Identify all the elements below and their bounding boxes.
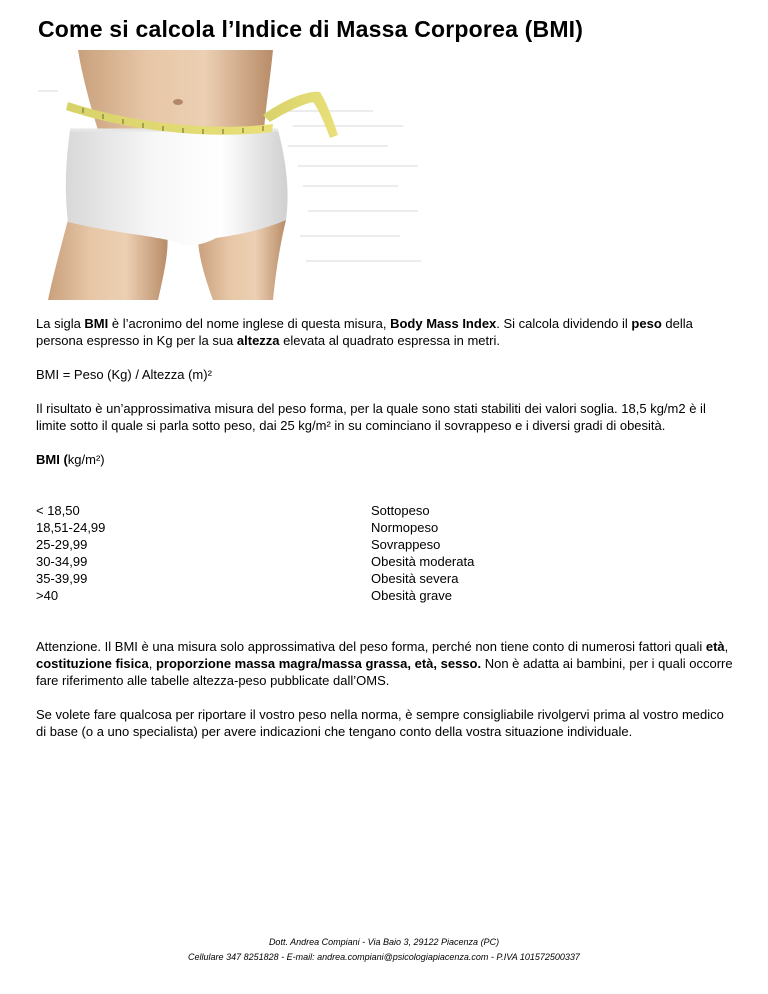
- table-row: [36, 587, 474, 604]
- warning-text: Non è adatta ai bambini, per i quali occorre fare riferimento alle tabelle altezza-peso pubblicate dall’OMS.: [36, 656, 733, 688]
- intro-bold-altezza: altezza: [236, 333, 280, 348]
- footer-contacts: Cellulare 347 8251828 - E-mail: andrea.compiani@psicologiapiacenza.com - P.IVA 101572500337: [188, 952, 580, 962]
- warning-bold-costituzione: costituzione fisica: [36, 656, 149, 671]
- bmi-range: 35-39,99: [36, 571, 88, 586]
- advice-paragraph: Se volete fare qualcosa per riportare il vostro peso nella norma, è sempre consigliabile rivolgervi prima al vostro medico di base (o a uno specialista) per avere indicazioni che tengano conto della vostra situazione individuale.: [36, 707, 724, 739]
- warning-paragraph: [36, 638, 736, 689]
- article-body: [36, 315, 736, 740]
- intro-text: della persona espresso in Kg per la sua: [36, 316, 693, 348]
- bmi-category: Obesità grave: [371, 588, 452, 603]
- warning-text: ,: [148, 656, 156, 671]
- page-footer: [0, 935, 768, 965]
- table-row: [36, 570, 474, 587]
- bmi-range: 30-34,99: [36, 554, 88, 569]
- bmi-category: Normopeso: [371, 520, 439, 535]
- bmi-category: Sottopeso: [371, 503, 430, 518]
- footer-address: Dott. Andrea Compiani - Via Baio 3, 29122 Piacenza (PC): [268, 937, 500, 947]
- result-paragraph: Il risultato è un’approssimativa misura del peso forma, per la quale sono stati stabiliti dei valori soglia. 18,5 kg/m2 è il limite sotto il quale si parla sotto peso, dai 25 kg/m² in su cominciano il sovrappeso e i diversi gradi di obesità.: [36, 401, 706, 433]
- intro-paragraph: [36, 315, 736, 349]
- bmi-heading-bold: BMI (: [36, 452, 68, 467]
- intro-bold-bmi: BMI: [84, 316, 109, 331]
- warning-bold-eta: età: [705, 639, 725, 654]
- intro-text: è l’acronimo del nome inglese di questa misura,: [108, 316, 391, 331]
- bmi-category: Obesità severa: [371, 571, 459, 586]
- hero-photo-measuring-tape: [38, 50, 442, 300]
- intro-text: La sigla: [36, 316, 85, 331]
- table-row: [36, 553, 474, 570]
- bmi-range: 18,51-24,99: [36, 520, 106, 535]
- warning-text: ,: [724, 639, 729, 654]
- table-row: [36, 519, 474, 536]
- bmi-table: [36, 502, 474, 604]
- bmi-range: 25-29,99: [36, 537, 88, 552]
- warning-bold-proporzione: proporzione massa magra/massa grassa, età, sesso.: [155, 656, 482, 671]
- bmi-category: Obesità moderata: [371, 554, 475, 569]
- bmi-heading-unit: kg/m²): [67, 452, 105, 467]
- warning-text: Attenzione. Il BMI è una misura solo approssimativa del peso forma, perché non tiene conto di numerosi fattori quali: [36, 639, 706, 654]
- intro-bold-body-mass-index: Body Mass Index: [390, 316, 497, 331]
- bmi-formula: BMI = Peso (Kg) / Altezza (m)²: [36, 367, 212, 382]
- bmi-table-heading: [36, 451, 736, 468]
- bmi-category: Sovrappeso: [371, 537, 441, 552]
- bmi-range: < 18,50: [36, 503, 80, 518]
- intro-text: elevata al quadrato espressa in metri.: [279, 333, 500, 348]
- bmi-range: >40: [36, 588, 59, 603]
- page-title: Come si calcola l’Indice di Massa Corporea (BMI): [38, 16, 584, 42]
- table-row: [36, 536, 474, 553]
- intro-bold-peso: peso: [631, 316, 662, 331]
- table-row: [36, 502, 474, 519]
- intro-text: . Si calcola dividendo il: [496, 316, 632, 331]
